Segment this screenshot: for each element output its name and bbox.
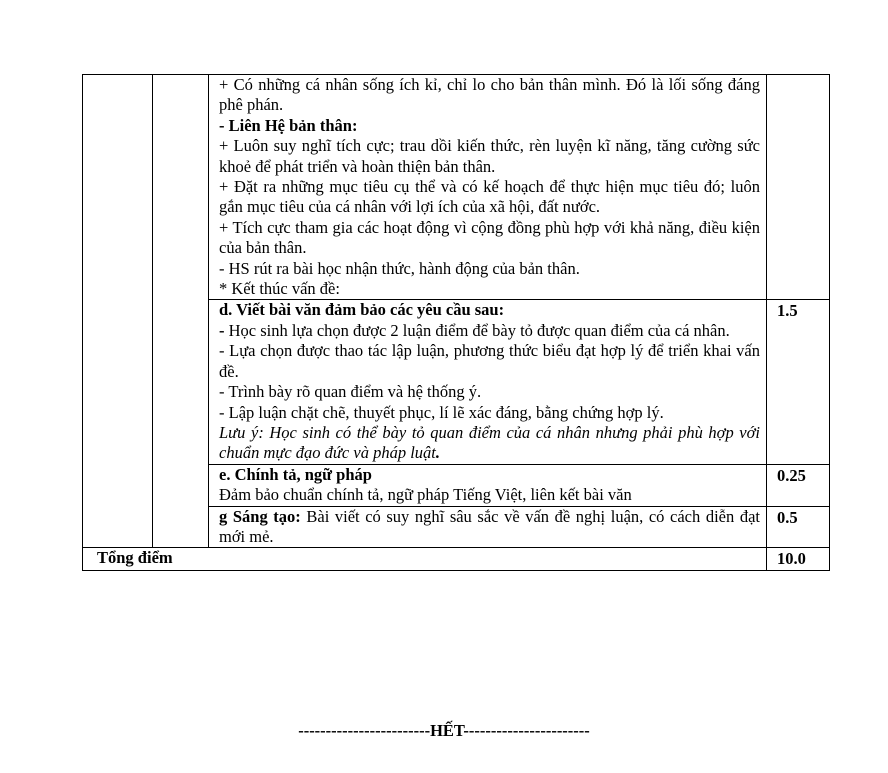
score-value: 1.5 [777, 301, 798, 321]
score-value: 0.5 [777, 507, 798, 527]
section-heading: e. Chính tả, ngữ pháp [219, 464, 372, 484]
content-line: Bài viết có suy nghĩ sâu sắc về vấn đề nghị luận, có cách diễn đạt mới mẻ. [219, 506, 760, 546]
note-text: Lưu ý: Học sinh có thể bày tỏ quan điểm của cá nhân nhưng phải phù hợp với chuẩn mực đạo đức và pháp luật [219, 422, 760, 463]
content-line: * Kết thúc vấn đề: [219, 279, 340, 299]
question-cell [153, 75, 209, 548]
rubric-table [82, 74, 830, 571]
content-line: + Tích cực tham gia các hoạt động vì cộng đồng phù hợp với khả năng, điều kiện của bản thân. [219, 217, 760, 258]
score-cell [767, 506, 830, 548]
total-label: Tổng điểm [97, 548, 173, 568]
content-line: + Luôn suy nghĩ tích cực; trau dồi kiến thức, rèn luyện kĩ năng, tăng cường sức khoẻ để phát triển và hoàn thiện bản thân. [219, 136, 760, 176]
content-cell [209, 506, 767, 548]
section-heading: g Sáng tạo: [219, 506, 301, 526]
table-row [83, 548, 830, 570]
end-marker: ------------------------HẾT----------------------- [298, 721, 590, 740]
content-line: Học sinh lựa chọn được 2 luận điểm để bày tỏ được quan điểm của cá nhân. [228, 320, 730, 340]
content-line: + Có những cá nhân sống ích kỉ, chỉ lo cho bản thân mình. Đó là lối sống đáng phê phán. [219, 75, 760, 115]
content-cell [209, 75, 767, 300]
content-cell [209, 464, 767, 506]
content-line: - Trình bày rõ quan điểm và hệ thống ý. [219, 382, 482, 402]
score-value: 0.25 [777, 465, 806, 485]
content-line: - HS rút ra bài học nhận thức, hành động của bản thân. [219, 258, 580, 278]
content-line: Đảm bảo chuẩn chính tả, ngữ pháp Tiếng Việt, liên kết bài văn [219, 485, 632, 505]
part-cell [83, 75, 153, 548]
note-end: . [435, 443, 441, 463]
content-heading: - Liên Hệ bản thân: [219, 115, 358, 135]
list-dash: - [219, 320, 229, 340]
section-heading: d. Viết bài văn đảm bảo các yêu cầu sau: [219, 300, 505, 320]
content-cell [209, 300, 767, 464]
total-label-cell [83, 548, 767, 570]
score-cell [767, 464, 830, 506]
score-cell [767, 300, 830, 464]
content-line: - Lựa chọn được thao tác lập luận, phương thức biểu đạt hợp lý để triển khai vấn đề. [219, 341, 760, 381]
score-cell [767, 75, 830, 300]
content-line: + Đặt ra những mục tiêu cụ thể và có kế hoạch để thực hiện mục tiêu đó; luôn gắn mục tiêu của cá nhân với lợi ích của xã hội, đất nước. [219, 177, 760, 217]
table-row [83, 75, 830, 300]
total-score: 10.0 [777, 549, 806, 569]
content-line: - Lập luận chặt chẽ, thuyết phục, lí lẽ xác đáng, bằng chứng hợp lý. [219, 402, 664, 422]
total-score-cell [767, 548, 830, 570]
